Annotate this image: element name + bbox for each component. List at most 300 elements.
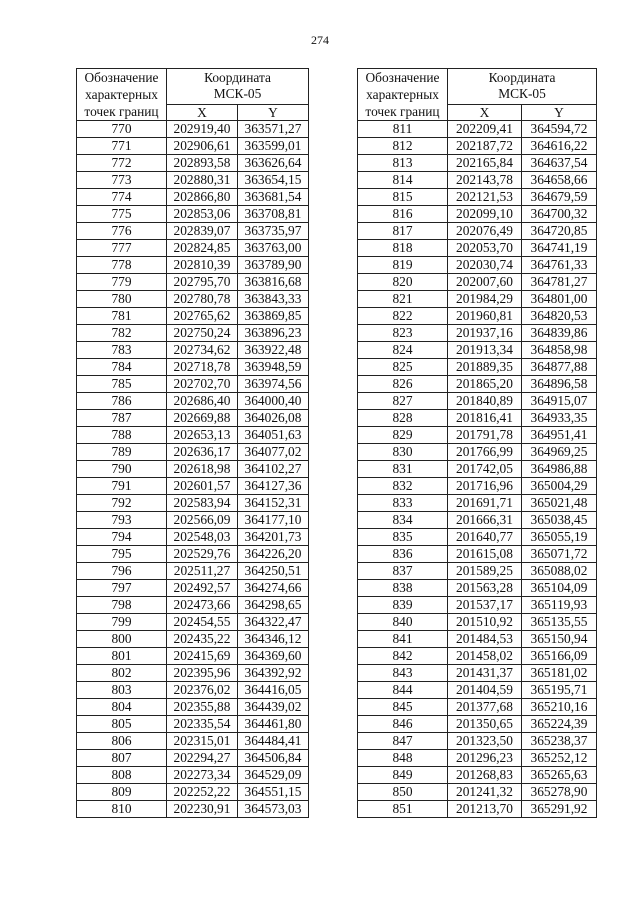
y-header: Y xyxy=(238,104,309,120)
x-coordinate-cell: 202548,03 xyxy=(167,529,238,546)
point-number-cell: 829 xyxy=(358,427,448,444)
x-coordinate-cell: 202143,78 xyxy=(448,172,522,189)
point-number-cell: 796 xyxy=(77,563,167,580)
table-row xyxy=(358,529,597,546)
x-coordinate-cell: 202492,57 xyxy=(167,580,238,597)
y-coordinate-cell: 363843,33 xyxy=(238,291,309,308)
table-row xyxy=(358,699,597,716)
table-row xyxy=(358,172,597,189)
point-number-cell: 812 xyxy=(358,138,448,155)
y-coordinate-cell: 365265,63 xyxy=(522,767,597,784)
x-coordinate-cell: 202007,60 xyxy=(448,274,522,291)
x-coordinate-cell: 202273,34 xyxy=(167,767,238,784)
x-coordinate-cell: 201889,35 xyxy=(448,359,522,376)
point-number-cell: 802 xyxy=(77,665,167,682)
point-number-cell: 790 xyxy=(77,461,167,478)
table-row xyxy=(358,546,597,563)
table-row xyxy=(358,325,597,342)
table-row xyxy=(77,359,309,376)
y-coordinate-cell: 365252,12 xyxy=(522,750,597,767)
table-row xyxy=(77,784,309,801)
y-coordinate-cell: 365135,55 xyxy=(522,614,597,631)
x-coordinate-cell: 202919,40 xyxy=(167,121,238,138)
table-row xyxy=(358,393,597,410)
x-coordinate-cell: 202315,01 xyxy=(167,733,238,750)
table-row xyxy=(358,665,597,682)
y-coordinate-cell: 364461,80 xyxy=(238,716,309,733)
table-row xyxy=(358,784,597,801)
table-row xyxy=(77,274,309,291)
x-coordinate-cell: 202653,13 xyxy=(167,427,238,444)
x-coordinate-cell: 202395,96 xyxy=(167,665,238,682)
coordinate-label-line: Координата xyxy=(488,70,556,86)
table-row xyxy=(77,512,309,529)
table-row xyxy=(77,206,309,223)
x-coordinate-cell: 202529,76 xyxy=(167,546,238,563)
x-coordinate-cell: 201691,71 xyxy=(448,495,522,512)
table-row xyxy=(358,138,597,155)
point-number-cell: 826 xyxy=(358,376,448,393)
y-header: Y xyxy=(522,104,597,120)
x-coordinate-cell: 202866,80 xyxy=(167,189,238,206)
point-number-cell: 771 xyxy=(77,138,167,155)
y-coordinate-cell: 364839,86 xyxy=(522,325,597,342)
y-coordinate-cell: 365119,93 xyxy=(522,597,597,614)
table-row xyxy=(358,240,597,257)
y-coordinate-cell: 364484,41 xyxy=(238,733,309,750)
point-number-cell: 788 xyxy=(77,427,167,444)
table-row xyxy=(77,155,309,172)
y-coordinate-cell: 364594,72 xyxy=(522,121,597,138)
y-coordinate-cell: 364616,22 xyxy=(522,138,597,155)
point-number-cell: 851 xyxy=(358,801,448,818)
point-number-cell: 821 xyxy=(358,291,448,308)
point-number-cell: 827 xyxy=(358,393,448,410)
y-coordinate-cell: 364573,03 xyxy=(238,801,309,818)
y-coordinate-cell: 364322,47 xyxy=(238,614,309,631)
x-coordinate-cell: 202454,55 xyxy=(167,614,238,631)
x-coordinate-cell: 201984,29 xyxy=(448,291,522,308)
x-coordinate-cell: 202686,40 xyxy=(167,393,238,410)
x-coordinate-cell: 201323,50 xyxy=(448,733,522,750)
point-number-cell: 777 xyxy=(77,240,167,257)
x-coordinate-cell: 202810,39 xyxy=(167,257,238,274)
y-coordinate-cell: 364761,33 xyxy=(522,257,597,274)
coordinates-table-left xyxy=(76,68,309,818)
y-coordinate-cell: 363571,27 xyxy=(238,121,309,138)
table-row xyxy=(358,155,597,172)
point-number-cell: 783 xyxy=(77,342,167,359)
y-coordinate-cell: 364392,92 xyxy=(238,665,309,682)
table-row xyxy=(77,699,309,716)
point-number-cell: 839 xyxy=(358,597,448,614)
y-coordinate-cell: 363654,15 xyxy=(238,172,309,189)
table-row xyxy=(77,138,309,155)
x-coordinate-cell: 202906,61 xyxy=(167,138,238,155)
x-coordinate-cell: 202795,70 xyxy=(167,274,238,291)
y-coordinate-cell: 364877,88 xyxy=(522,359,597,376)
x-coordinate-cell: 202636,17 xyxy=(167,444,238,461)
point-number-cell: 787 xyxy=(77,410,167,427)
y-coordinate-cell: 364077,02 xyxy=(238,444,309,461)
point-number-cell: 784 xyxy=(77,359,167,376)
x-coordinate-cell: 202780,78 xyxy=(167,291,238,308)
table-row xyxy=(77,342,309,359)
coordinate-header xyxy=(448,69,597,105)
point-label-line: точек границ xyxy=(365,104,440,119)
x-coordinate-cell: 201937,16 xyxy=(448,325,522,342)
x-coordinate-cell: 202121,53 xyxy=(448,189,522,206)
x-coordinate-cell: 201296,23 xyxy=(448,750,522,767)
y-coordinate-cell: 365278,90 xyxy=(522,784,597,801)
x-coordinate-cell: 201350,65 xyxy=(448,716,522,733)
x-coordinate-cell: 201377,68 xyxy=(448,699,522,716)
coordinate-label-line: Координата xyxy=(204,70,271,86)
coordinate-label-line: МСК-05 xyxy=(498,86,546,102)
table-row xyxy=(77,665,309,682)
y-coordinate-cell: 364951,41 xyxy=(522,427,597,444)
x-coordinate-cell: 202435,22 xyxy=(167,631,238,648)
x-coordinate-cell: 201213,70 xyxy=(448,801,522,818)
y-coordinate-cell: 363708,81 xyxy=(238,206,309,223)
y-coordinate-cell: 364700,32 xyxy=(522,206,597,223)
point-number-cell: 842 xyxy=(358,648,448,665)
table-row xyxy=(358,767,597,784)
x-coordinate-cell: 201589,25 xyxy=(448,563,522,580)
y-coordinate-cell: 364000,40 xyxy=(238,393,309,410)
y-coordinate-cell: 365238,37 xyxy=(522,733,597,750)
x-coordinate-cell: 201268,83 xyxy=(448,767,522,784)
point-number-cell: 833 xyxy=(358,495,448,512)
table-row xyxy=(358,801,597,818)
point-number-cell: 778 xyxy=(77,257,167,274)
point-number-cell: 804 xyxy=(77,699,167,716)
table-row xyxy=(358,427,597,444)
y-coordinate-cell: 365004,29 xyxy=(522,478,597,495)
y-coordinate-cell: 363816,68 xyxy=(238,274,309,291)
point-number-cell: 837 xyxy=(358,563,448,580)
x-coordinate-cell: 202618,98 xyxy=(167,461,238,478)
x-coordinate-cell: 202335,54 xyxy=(167,716,238,733)
x-coordinate-cell: 201865,20 xyxy=(448,376,522,393)
y-coordinate-cell: 364152,31 xyxy=(238,495,309,512)
x-coordinate-cell: 202880,31 xyxy=(167,172,238,189)
x-header: X xyxy=(167,104,238,120)
y-coordinate-cell: 364720,85 xyxy=(522,223,597,240)
point-number-cell: 830 xyxy=(358,444,448,461)
point-number-cell: 782 xyxy=(77,325,167,342)
point-number-cell: 836 xyxy=(358,546,448,563)
table-row xyxy=(77,461,309,478)
point-number-cell: 820 xyxy=(358,274,448,291)
point-label-line: характерных xyxy=(85,87,158,102)
x-coordinate-cell: 201716,96 xyxy=(448,478,522,495)
y-coordinate-cell: 364658,66 xyxy=(522,172,597,189)
y-coordinate-cell: 365088,02 xyxy=(522,563,597,580)
point-number-cell: 813 xyxy=(358,155,448,172)
table-body xyxy=(358,121,597,818)
x-coordinate-cell: 202511,27 xyxy=(167,563,238,580)
table-row xyxy=(77,682,309,699)
x-coordinate-cell: 201913,34 xyxy=(448,342,522,359)
table-row xyxy=(358,206,597,223)
point-number-cell: 806 xyxy=(77,733,167,750)
point-number-cell: 840 xyxy=(358,614,448,631)
table-row xyxy=(358,410,597,427)
x-coordinate-cell: 202824,85 xyxy=(167,240,238,257)
point-number-cell: 797 xyxy=(77,580,167,597)
y-coordinate-cell: 363896,23 xyxy=(238,325,309,342)
point-number-cell: 848 xyxy=(358,750,448,767)
point-number-cell: 823 xyxy=(358,325,448,342)
point-number-cell: 814 xyxy=(358,172,448,189)
table-row xyxy=(77,495,309,512)
x-header: X xyxy=(448,104,522,120)
table-row xyxy=(77,376,309,393)
y-coordinate-cell: 363922,48 xyxy=(238,342,309,359)
point-label-header xyxy=(77,69,167,121)
x-coordinate-cell: 201484,53 xyxy=(448,631,522,648)
point-number-cell: 825 xyxy=(358,359,448,376)
x-coordinate-cell: 201766,99 xyxy=(448,444,522,461)
table-row xyxy=(358,274,597,291)
y-coordinate-cell: 365224,39 xyxy=(522,716,597,733)
table-row xyxy=(358,189,597,206)
table-row xyxy=(358,257,597,274)
y-coordinate-cell: 365166,09 xyxy=(522,648,597,665)
point-number-cell: 850 xyxy=(358,784,448,801)
y-coordinate-cell: 364820,53 xyxy=(522,308,597,325)
point-number-cell: 808 xyxy=(77,767,167,784)
y-coordinate-cell: 364741,19 xyxy=(522,240,597,257)
x-coordinate-cell: 202076,49 xyxy=(448,223,522,240)
table-row xyxy=(358,478,597,495)
x-coordinate-cell: 202187,72 xyxy=(448,138,522,155)
y-coordinate-cell: 365150,94 xyxy=(522,631,597,648)
table-row xyxy=(358,121,597,138)
table-row xyxy=(77,223,309,240)
point-number-cell: 832 xyxy=(358,478,448,495)
point-number-cell: 847 xyxy=(358,733,448,750)
point-number-cell: 838 xyxy=(358,580,448,597)
x-coordinate-cell: 201537,17 xyxy=(448,597,522,614)
table-row xyxy=(77,172,309,189)
table-header xyxy=(77,69,309,121)
point-number-cell: 824 xyxy=(358,342,448,359)
table-row xyxy=(77,240,309,257)
y-coordinate-cell: 363599,01 xyxy=(238,138,309,155)
table-row xyxy=(77,597,309,614)
y-coordinate-cell: 364026,08 xyxy=(238,410,309,427)
y-coordinate-cell: 363681,54 xyxy=(238,189,309,206)
table-row xyxy=(358,308,597,325)
table-row xyxy=(358,359,597,376)
y-coordinate-cell: 365181,02 xyxy=(522,665,597,682)
point-number-cell: 822 xyxy=(358,308,448,325)
x-coordinate-cell: 201458,02 xyxy=(448,648,522,665)
table-row xyxy=(358,444,597,461)
x-coordinate-cell: 202294,27 xyxy=(167,750,238,767)
point-number-cell: 776 xyxy=(77,223,167,240)
y-coordinate-cell: 365195,71 xyxy=(522,682,597,699)
y-coordinate-cell: 364637,54 xyxy=(522,155,597,172)
table-row xyxy=(77,410,309,427)
point-number-cell: 772 xyxy=(77,155,167,172)
y-coordinate-cell: 364369,60 xyxy=(238,648,309,665)
point-number-cell: 835 xyxy=(358,529,448,546)
table-row xyxy=(358,342,597,359)
x-coordinate-cell: 201404,59 xyxy=(448,682,522,699)
table-row xyxy=(77,767,309,784)
point-number-cell: 844 xyxy=(358,682,448,699)
x-coordinate-cell: 202839,07 xyxy=(167,223,238,240)
point-number-cell: 817 xyxy=(358,223,448,240)
table-row xyxy=(77,325,309,342)
point-number-cell: 841 xyxy=(358,631,448,648)
x-coordinate-cell: 202230,91 xyxy=(167,801,238,818)
point-number-cell: 845 xyxy=(358,699,448,716)
y-coordinate-cell: 363974,56 xyxy=(238,376,309,393)
x-coordinate-cell: 202750,24 xyxy=(167,325,238,342)
point-number-cell: 781 xyxy=(77,308,167,325)
table-row xyxy=(358,223,597,240)
table-row xyxy=(77,308,309,325)
x-coordinate-cell: 202209,41 xyxy=(448,121,522,138)
table-row xyxy=(358,512,597,529)
x-coordinate-cell: 201640,77 xyxy=(448,529,522,546)
x-coordinate-cell: 202566,09 xyxy=(167,512,238,529)
table-row xyxy=(77,257,309,274)
y-coordinate-cell: 364201,73 xyxy=(238,529,309,546)
point-number-cell: 811 xyxy=(358,121,448,138)
y-coordinate-cell: 365071,72 xyxy=(522,546,597,563)
x-coordinate-cell: 202853,06 xyxy=(167,206,238,223)
point-number-cell: 799 xyxy=(77,614,167,631)
point-number-cell: 831 xyxy=(358,461,448,478)
y-coordinate-cell: 364551,15 xyxy=(238,784,309,801)
y-coordinate-cell: 363789,90 xyxy=(238,257,309,274)
x-coordinate-cell: 201431,37 xyxy=(448,665,522,682)
y-coordinate-cell: 364439,02 xyxy=(238,699,309,716)
x-coordinate-cell: 201563,28 xyxy=(448,580,522,597)
point-number-cell: 805 xyxy=(77,716,167,733)
x-coordinate-cell: 202252,22 xyxy=(167,784,238,801)
x-coordinate-cell: 201791,78 xyxy=(448,427,522,444)
point-number-cell: 807 xyxy=(77,750,167,767)
y-coordinate-cell: 364969,25 xyxy=(522,444,597,461)
x-coordinate-cell: 202355,88 xyxy=(167,699,238,716)
table-row xyxy=(358,495,597,512)
table-row xyxy=(77,563,309,580)
table-row xyxy=(77,580,309,597)
point-number-cell: 800 xyxy=(77,631,167,648)
x-coordinate-cell: 202030,74 xyxy=(448,257,522,274)
table-row xyxy=(77,121,309,138)
table-row xyxy=(77,716,309,733)
table-row xyxy=(358,733,597,750)
y-coordinate-cell: 364051,63 xyxy=(238,427,309,444)
table-row xyxy=(358,750,597,767)
point-number-cell: 810 xyxy=(77,801,167,818)
table-row xyxy=(77,393,309,410)
table-row xyxy=(358,648,597,665)
table-row xyxy=(77,291,309,308)
table-row xyxy=(77,750,309,767)
y-coordinate-cell: 364915,07 xyxy=(522,393,597,410)
y-coordinate-cell: 365038,45 xyxy=(522,512,597,529)
x-coordinate-cell: 202473,66 xyxy=(167,597,238,614)
x-coordinate-cell: 202099,10 xyxy=(448,206,522,223)
y-coordinate-cell: 364416,05 xyxy=(238,682,309,699)
y-coordinate-cell: 364127,36 xyxy=(238,478,309,495)
y-coordinate-cell: 364933,35 xyxy=(522,410,597,427)
point-number-cell: 779 xyxy=(77,274,167,291)
point-label-line: характерных xyxy=(366,87,439,102)
y-coordinate-cell: 364177,10 xyxy=(238,512,309,529)
y-coordinate-cell: 364801,00 xyxy=(522,291,597,308)
table-row xyxy=(77,444,309,461)
y-coordinate-cell: 365210,16 xyxy=(522,699,597,716)
point-number-cell: 774 xyxy=(77,189,167,206)
table-row xyxy=(358,376,597,393)
point-number-cell: 795 xyxy=(77,546,167,563)
table-row xyxy=(77,478,309,495)
x-coordinate-cell: 201666,31 xyxy=(448,512,522,529)
point-number-cell: 818 xyxy=(358,240,448,257)
y-coordinate-cell: 363948,59 xyxy=(238,359,309,376)
y-coordinate-cell: 365104,09 xyxy=(522,580,597,597)
point-number-cell: 786 xyxy=(77,393,167,410)
y-coordinate-cell: 364896,58 xyxy=(522,376,597,393)
y-coordinate-cell: 363869,85 xyxy=(238,308,309,325)
point-number-cell: 770 xyxy=(77,121,167,138)
table-row xyxy=(358,461,597,478)
y-coordinate-cell: 364298,65 xyxy=(238,597,309,614)
point-number-cell: 801 xyxy=(77,648,167,665)
table-row xyxy=(77,529,309,546)
point-number-cell: 803 xyxy=(77,682,167,699)
x-coordinate-cell: 202053,70 xyxy=(448,240,522,257)
x-coordinate-cell: 202669,88 xyxy=(167,410,238,427)
y-coordinate-cell: 364529,09 xyxy=(238,767,309,784)
table-row xyxy=(358,682,597,699)
x-coordinate-cell: 202718,78 xyxy=(167,359,238,376)
table-row xyxy=(77,648,309,665)
point-number-cell: 846 xyxy=(358,716,448,733)
y-coordinate-cell: 364986,88 xyxy=(522,461,597,478)
x-coordinate-cell: 202765,62 xyxy=(167,308,238,325)
table-row xyxy=(77,733,309,750)
point-number-cell: 815 xyxy=(358,189,448,206)
x-coordinate-cell: 202415,69 xyxy=(167,648,238,665)
point-number-cell: 792 xyxy=(77,495,167,512)
point-number-cell: 798 xyxy=(77,597,167,614)
y-coordinate-cell: 364274,66 xyxy=(238,580,309,597)
table-row xyxy=(77,189,309,206)
point-number-cell: 809 xyxy=(77,784,167,801)
page-number: 274 xyxy=(311,33,329,47)
table-row xyxy=(358,597,597,614)
table-row xyxy=(77,546,309,563)
point-number-cell: 849 xyxy=(358,767,448,784)
x-coordinate-cell: 202601,57 xyxy=(167,478,238,495)
x-coordinate-cell: 202893,58 xyxy=(167,155,238,172)
x-coordinate-cell: 201816,41 xyxy=(448,410,522,427)
point-number-cell: 775 xyxy=(77,206,167,223)
table-row xyxy=(77,631,309,648)
y-coordinate-cell: 363735,97 xyxy=(238,223,309,240)
x-coordinate-cell: 201615,08 xyxy=(448,546,522,563)
